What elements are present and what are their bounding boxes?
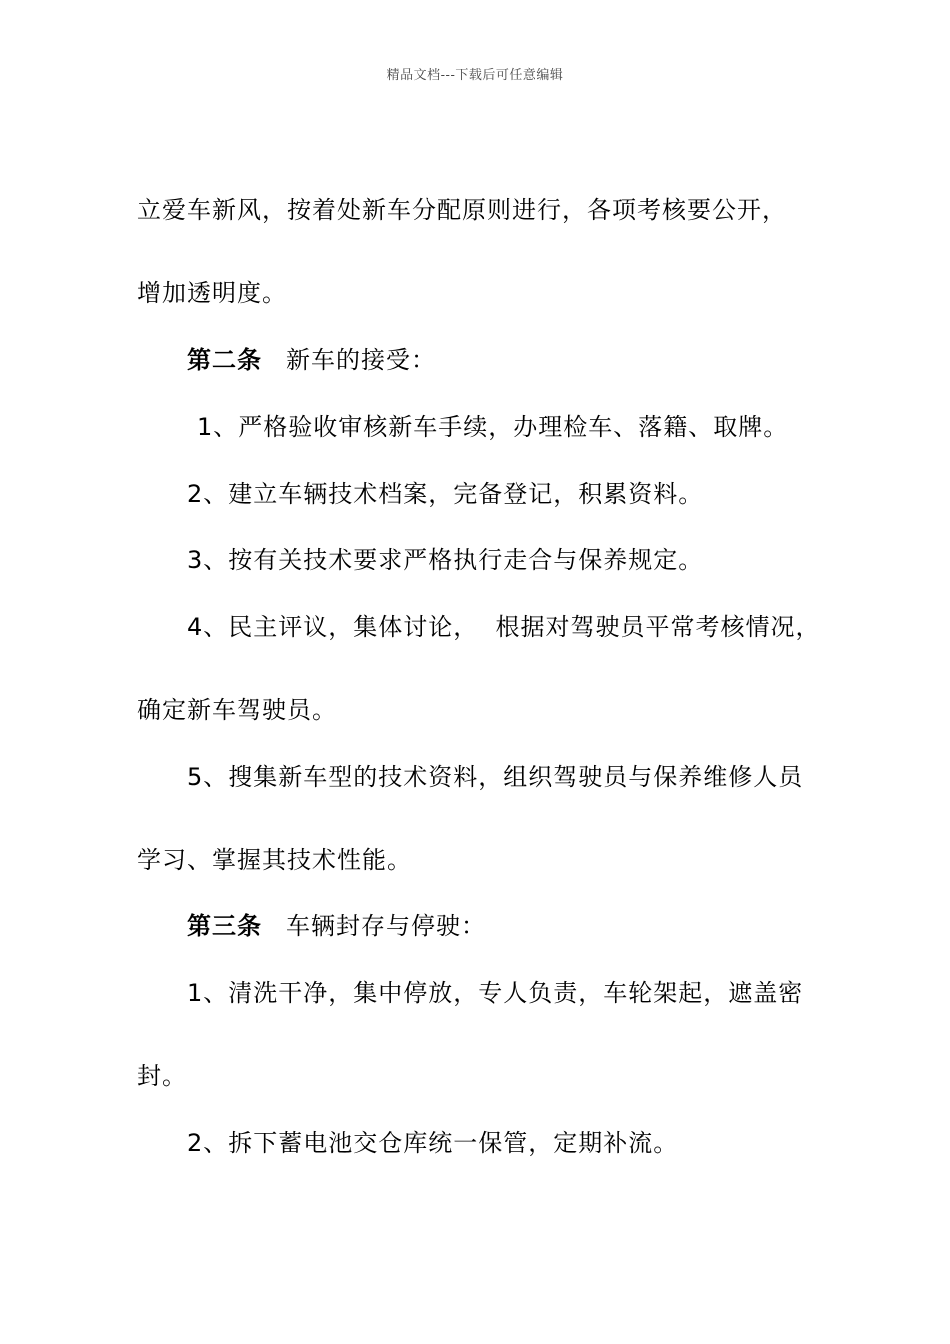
list-item: 3、按有关技术要求严格执行走合与保养规定。: [187, 546, 704, 574]
list-item: 1、严格验收审核新车手续，办理检车、落籍、取牌。: [197, 413, 789, 441]
article-2-heading-row: [187, 345, 436, 375]
list-item: 2、建立车辆技术档案，完备登记，积累资料。: [187, 480, 704, 508]
page-header-watermark: 精品文档---下载后可任意编辑: [386, 68, 564, 83]
paragraph-line: 增加透明度。: [137, 279, 287, 307]
list-item-continuation: 封。: [137, 1062, 187, 1090]
list-item-continuation: 学习、掌握其技术性能。: [137, 846, 412, 874]
article-2-title: 新车的接受：: [286, 346, 436, 374]
list-item: 1、清洗干净，集中停放，专人负责，车轮架起，遮盖密: [187, 979, 804, 1007]
paragraph-line: 立爱车新风，按着处新车分配原则进行，各项考核要公开，: [137, 196, 787, 224]
list-item: 2、拆下蓄电池交仓库统一保管，定期补流。: [187, 1129, 679, 1157]
article-3-title: 车辆封存与停驶：: [286, 912, 486, 940]
article-3-heading-row: [187, 911, 486, 941]
list-item: 4、民主评议，集体讨论， 根据对驾驶员平常考核情况，: [187, 613, 821, 641]
list-item-continuation: 确定新车驾驶员。: [137, 696, 337, 724]
list-item: 5、搜集新车型的技术资料，组织驾驶员与保养维修人员: [187, 763, 804, 791]
article-3-number: 第三条: [187, 912, 262, 940]
article-2-number: 第二条: [187, 346, 262, 374]
